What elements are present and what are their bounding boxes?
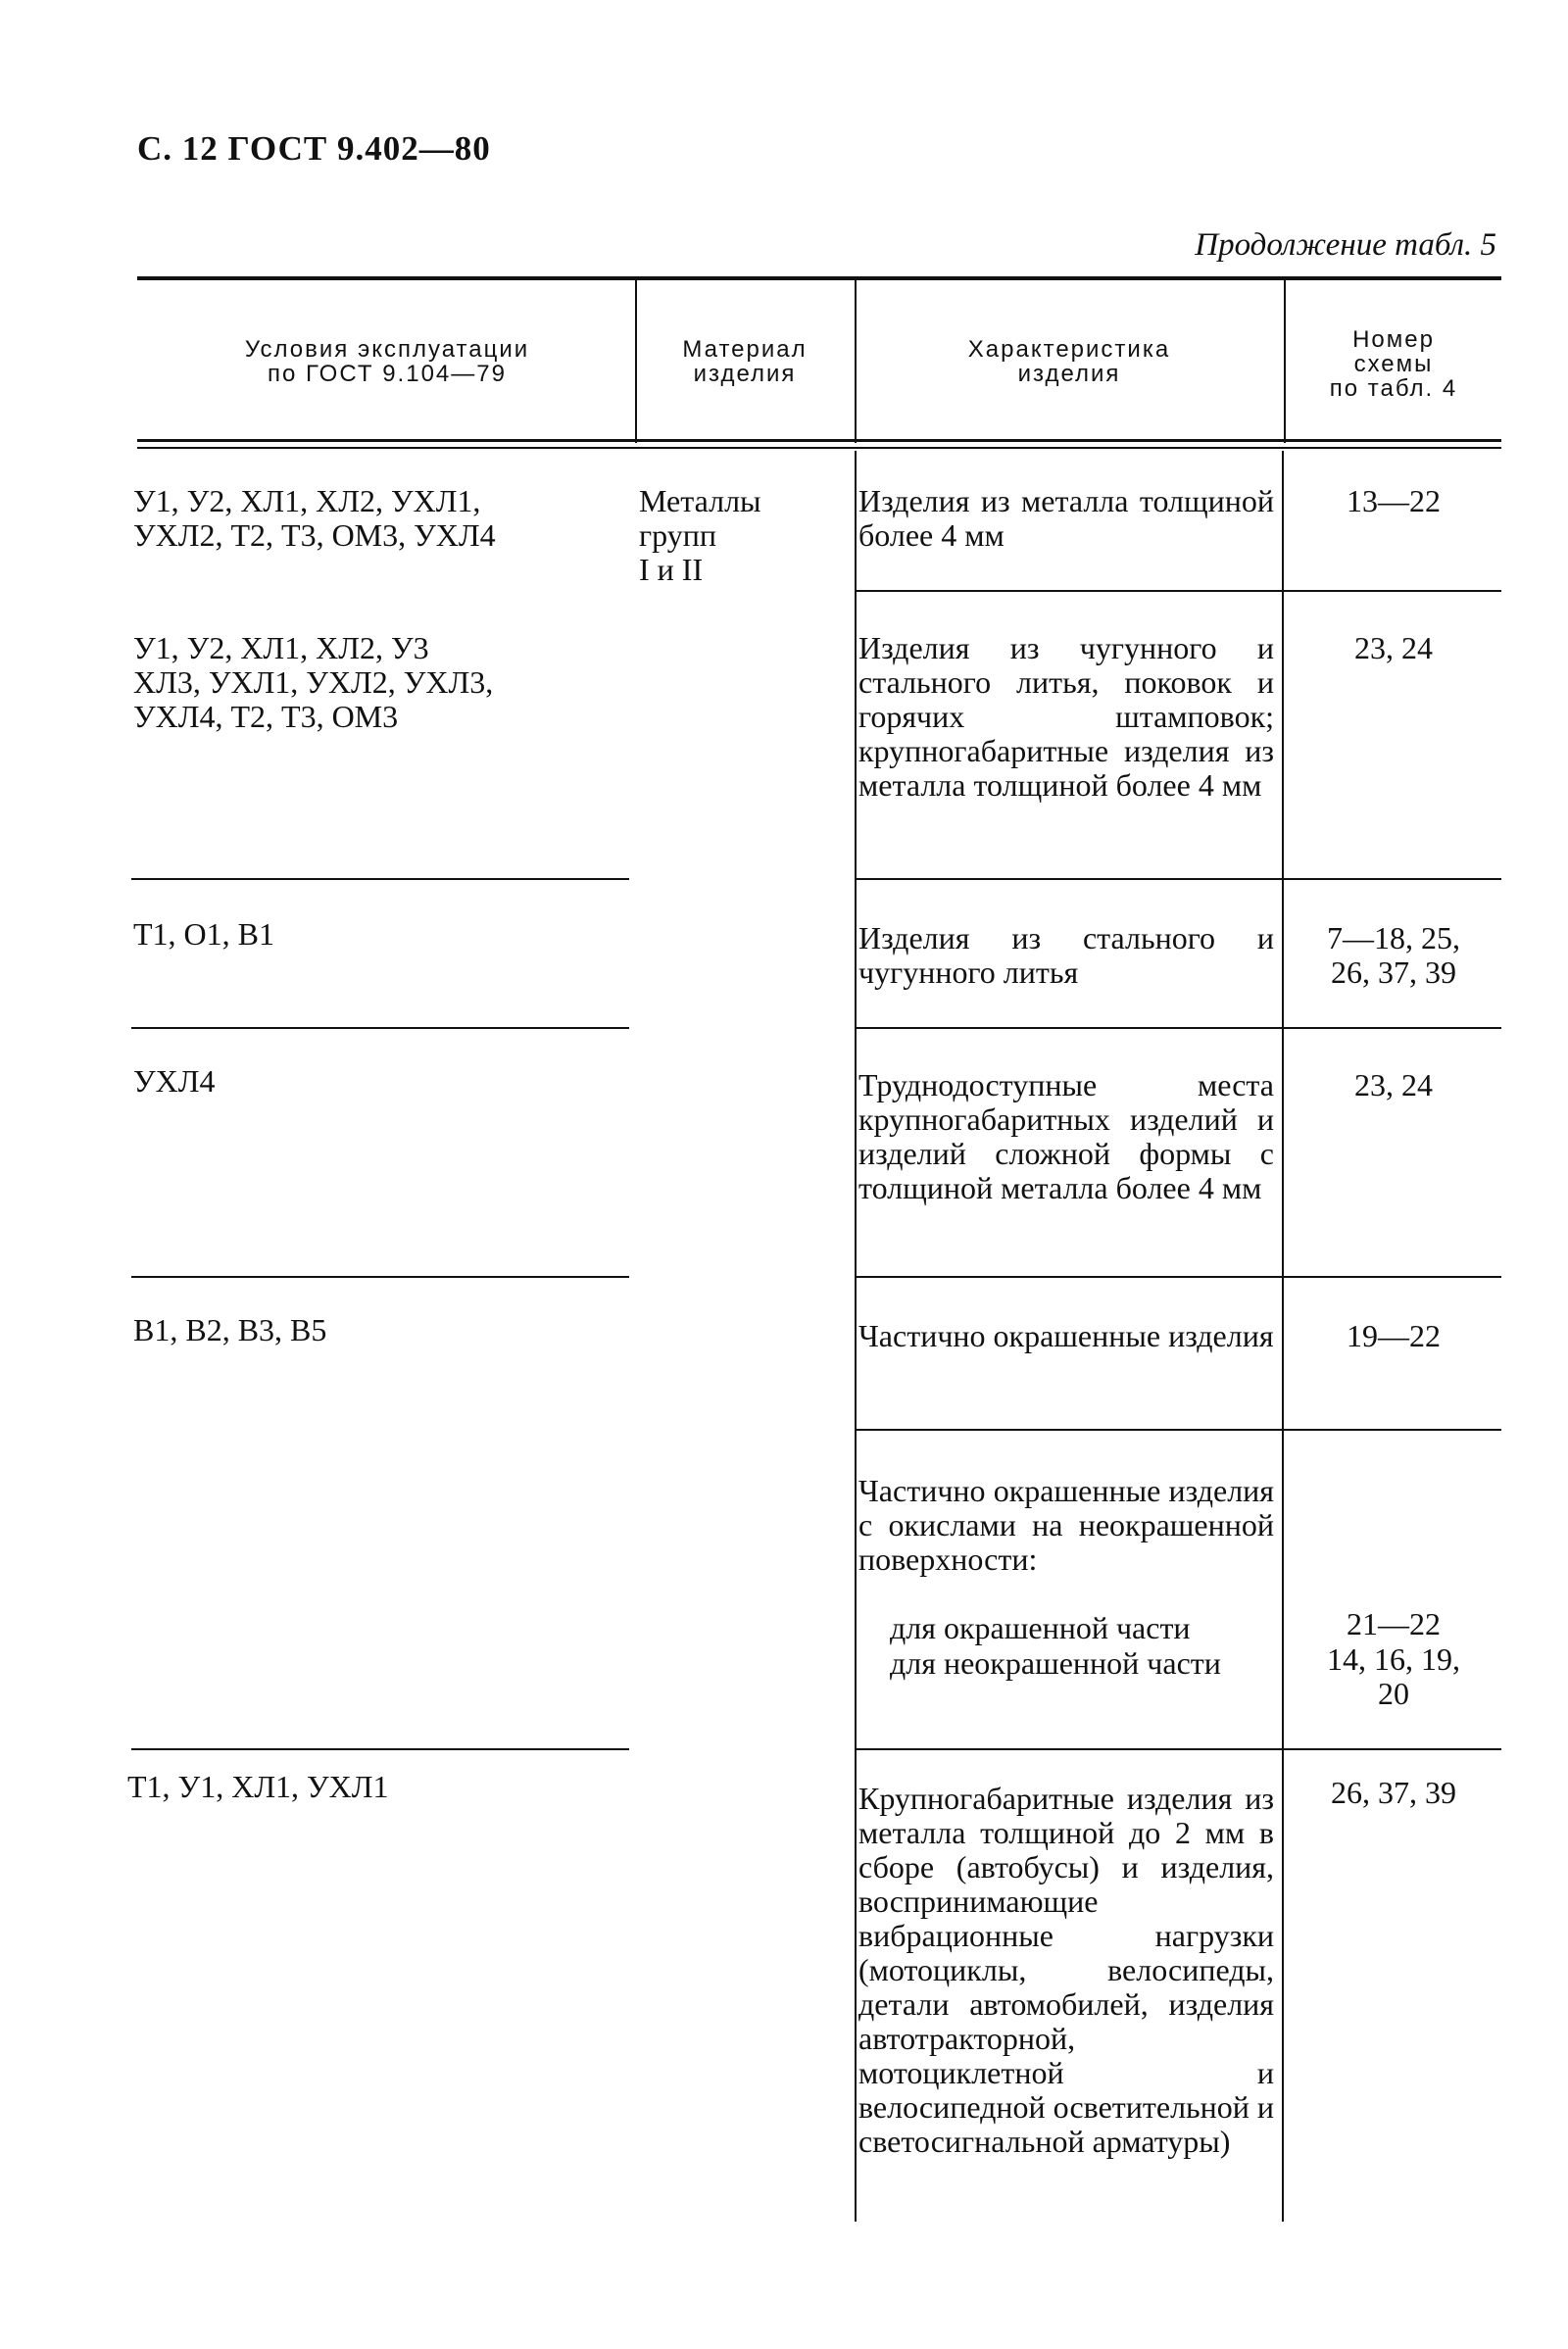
conditions-cell: В1, В2, В3, В5	[133, 1312, 327, 1347]
characteristic-cell: Изделия из чугунного и стального литья, поковок и горячих штамповок; крупногабаритные изделия из металла толщиной более 4 мм	[858, 630, 1274, 803]
scheme-cell: 19—22	[1347, 1318, 1441, 1353]
row-separator	[855, 1429, 1501, 1431]
row-separator	[855, 1276, 1501, 1278]
characteristic-cell: Частично окрашенные изделия с окислами на неокрашенной поверхности:	[858, 1473, 1274, 1577]
column-divider	[1284, 280, 1286, 443]
row-separator	[131, 878, 629, 880]
sub-item-label: для окрашенной части	[890, 1610, 1191, 1645]
conditions-cell: У1, У2, ХЛ1, ХЛ2, У3 ХЛ3, УХЛ1, УХЛ2, УХЛ3, УХЛ4, Т2, Т3, ОМ3	[133, 630, 494, 734]
header-characteristic: Характеристика изделия	[967, 336, 1171, 387]
column-divider	[1282, 451, 1284, 2222]
scheme-cell: 23, 24	[1354, 1067, 1433, 1102]
scheme-cell: 13—22	[1347, 483, 1441, 518]
conditions-cell: Т1, О1, В1	[133, 916, 274, 952]
header-material: Материал изделия	[682, 336, 808, 387]
table-continuation-caption: Продолжение табл. 5	[1195, 227, 1496, 263]
table-top-rule	[137, 276, 1501, 280]
column-divider	[855, 451, 857, 2222]
page-header: С. 12 ГОСТ 9.402—80	[137, 129, 491, 168]
sub-item-label: для неокрашенной части	[890, 1645, 1221, 1681]
column-divider	[635, 280, 637, 443]
conditions-cell: УХЛ4	[133, 1063, 216, 1099]
row-separator	[131, 1748, 629, 1750]
material-value: Металлы групп I и II	[639, 483, 761, 587]
header-bottom-rule	[137, 439, 1501, 442]
characteristic-cell: Крупногабаритные изделия из металла толщиной до 2 мм в сборе (автобусы) и изделия, воспринимающие вибрационные нагрузки (мотоциклы, велосипеды, детали автомобилей, изделия автотракторной, мотоциклетной и велосипедной осветительной и светосигнальной арматуры)	[858, 1781, 1275, 2159]
scheme-cell: 23, 24	[1354, 630, 1433, 665]
row-separator	[131, 1276, 629, 1278]
characteristic-cell: Изделия из металла толщиной более 4 мм	[858, 483, 1274, 553]
characteristic-cell: Изделия из стального и чугунного литья	[858, 920, 1274, 990]
row-separator	[855, 1748, 1501, 1750]
scheme-cell: 7—18, 25, 26, 37, 39	[1327, 920, 1460, 990]
conditions-cell: Т1, У1, ХЛ1, УХЛ1	[127, 1769, 389, 1804]
row-separator	[855, 590, 1501, 592]
header-conditions: Условия эксплуатации по ГОСТ 9.104—79	[244, 336, 530, 387]
characteristic-cell: Труднодоступные места крупногабаритных изделий и изделий сложной формы с толщиной металла более 4 мм	[858, 1067, 1274, 1205]
row-separator	[855, 878, 1501, 880]
scheme-cell: 14, 16, 19, 20	[1327, 1641, 1460, 1711]
scheme-cell: 21—22	[1347, 1606, 1441, 1641]
characteristic-cell: Частично окрашенные изделия	[858, 1318, 1274, 1353]
scheme-cell: 26, 37, 39	[1331, 1775, 1456, 1810]
header-bottom-rule-2	[137, 447, 1501, 449]
conditions-cell: У1, У2, ХЛ1, ХЛ2, УХЛ1, УХЛ2, Т2, Т3, ОМ3, УХЛ4	[133, 483, 496, 553]
column-divider	[855, 280, 857, 443]
header-scheme: Номер схемы по табл. 4	[1329, 326, 1458, 402]
row-separator	[131, 1027, 629, 1029]
row-separator	[855, 1027, 1501, 1029]
